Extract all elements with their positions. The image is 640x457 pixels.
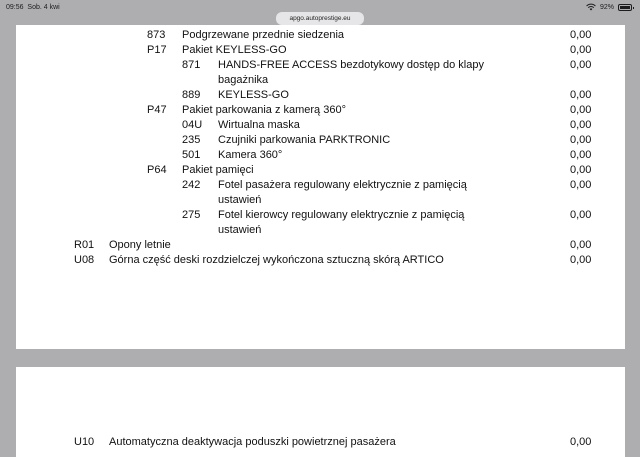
battery-percent: 92%	[599, 3, 614, 11]
option-price: 0,00	[570, 104, 592, 116]
wifi-icon	[586, 3, 596, 11]
option-price: 0,00	[570, 164, 592, 176]
package-code: P47	[147, 104, 167, 116]
option-label: Automatyczna deaktywacja poduszki powietrznej pasażera	[109, 436, 396, 448]
option-label: Wirtualna maska	[218, 119, 300, 131]
option-label: Kamera 360°	[218, 149, 283, 161]
option-label: Górna część deski rozdzielczej wykończona sztuczną skórą ARTICO	[109, 254, 444, 266]
option-label: HANDS-FREE ACCESS bezdotykowy dostęp do klapy	[218, 59, 484, 71]
option-price: 0,00	[570, 134, 592, 146]
document-page-2	[16, 367, 625, 457]
option-label: Podgrzewane przednie siedzenia	[182, 29, 345, 41]
option-code: 871	[182, 59, 201, 71]
option-label: Opony letnie	[109, 239, 171, 251]
option-price: 0,00	[570, 44, 592, 56]
package-label: Pakiet KEYLESS-GO	[182, 44, 287, 56]
option-price: 0,00	[570, 59, 592, 71]
document-page-1	[16, 25, 625, 349]
option-label: Fotel pasażera regulowany elektrycznie z pamięcią	[218, 179, 467, 191]
option-code: 889	[182, 89, 201, 101]
status-indicators	[586, 3, 632, 11]
status-time-date: 09:56 Sob. 4 kwi	[6, 4, 60, 11]
option-label-continued: ustawień	[218, 194, 262, 206]
package-code: P17	[147, 44, 167, 56]
option-code: 275	[182, 209, 201, 221]
battery-icon	[618, 4, 632, 11]
option-code: 873	[147, 29, 166, 41]
option-price: 0,00	[570, 436, 592, 448]
option-code: R01	[74, 239, 95, 251]
option-price: 0,00	[570, 29, 592, 41]
address-bar[interactable]	[276, 12, 364, 25]
url-text: apgo.autoprestige.eu	[289, 15, 351, 22]
option-label: KEYLESS-GO	[218, 89, 289, 101]
package-label: Pakiet pamięci	[182, 164, 254, 176]
option-price: 0,00	[570, 89, 592, 101]
option-price: 0,00	[570, 209, 592, 221]
option-price: 0,00	[570, 119, 592, 131]
option-label-continued: bagażnika	[218, 74, 269, 86]
package-label: Pakiet parkowania z kamerą 360°	[182, 104, 346, 116]
option-label-continued: ustawień	[218, 224, 262, 236]
option-code: 04U	[182, 119, 203, 131]
package-code: P64	[147, 164, 167, 176]
option-price: 0,00	[570, 239, 592, 251]
option-price: 0,00	[570, 149, 592, 161]
option-code: 501	[182, 149, 201, 161]
option-code: 242	[182, 179, 201, 191]
option-label: Czujniki parkowania PARKTRONIC	[218, 134, 391, 146]
option-code: U10	[74, 436, 95, 448]
option-price: 0,00	[570, 179, 592, 191]
option-label: Fotel kierowcy regulowany elektrycznie z pamięcią	[218, 209, 465, 221]
option-price: 0,00	[570, 254, 592, 266]
option-code: U08	[74, 254, 95, 266]
option-code: 235	[182, 134, 201, 146]
